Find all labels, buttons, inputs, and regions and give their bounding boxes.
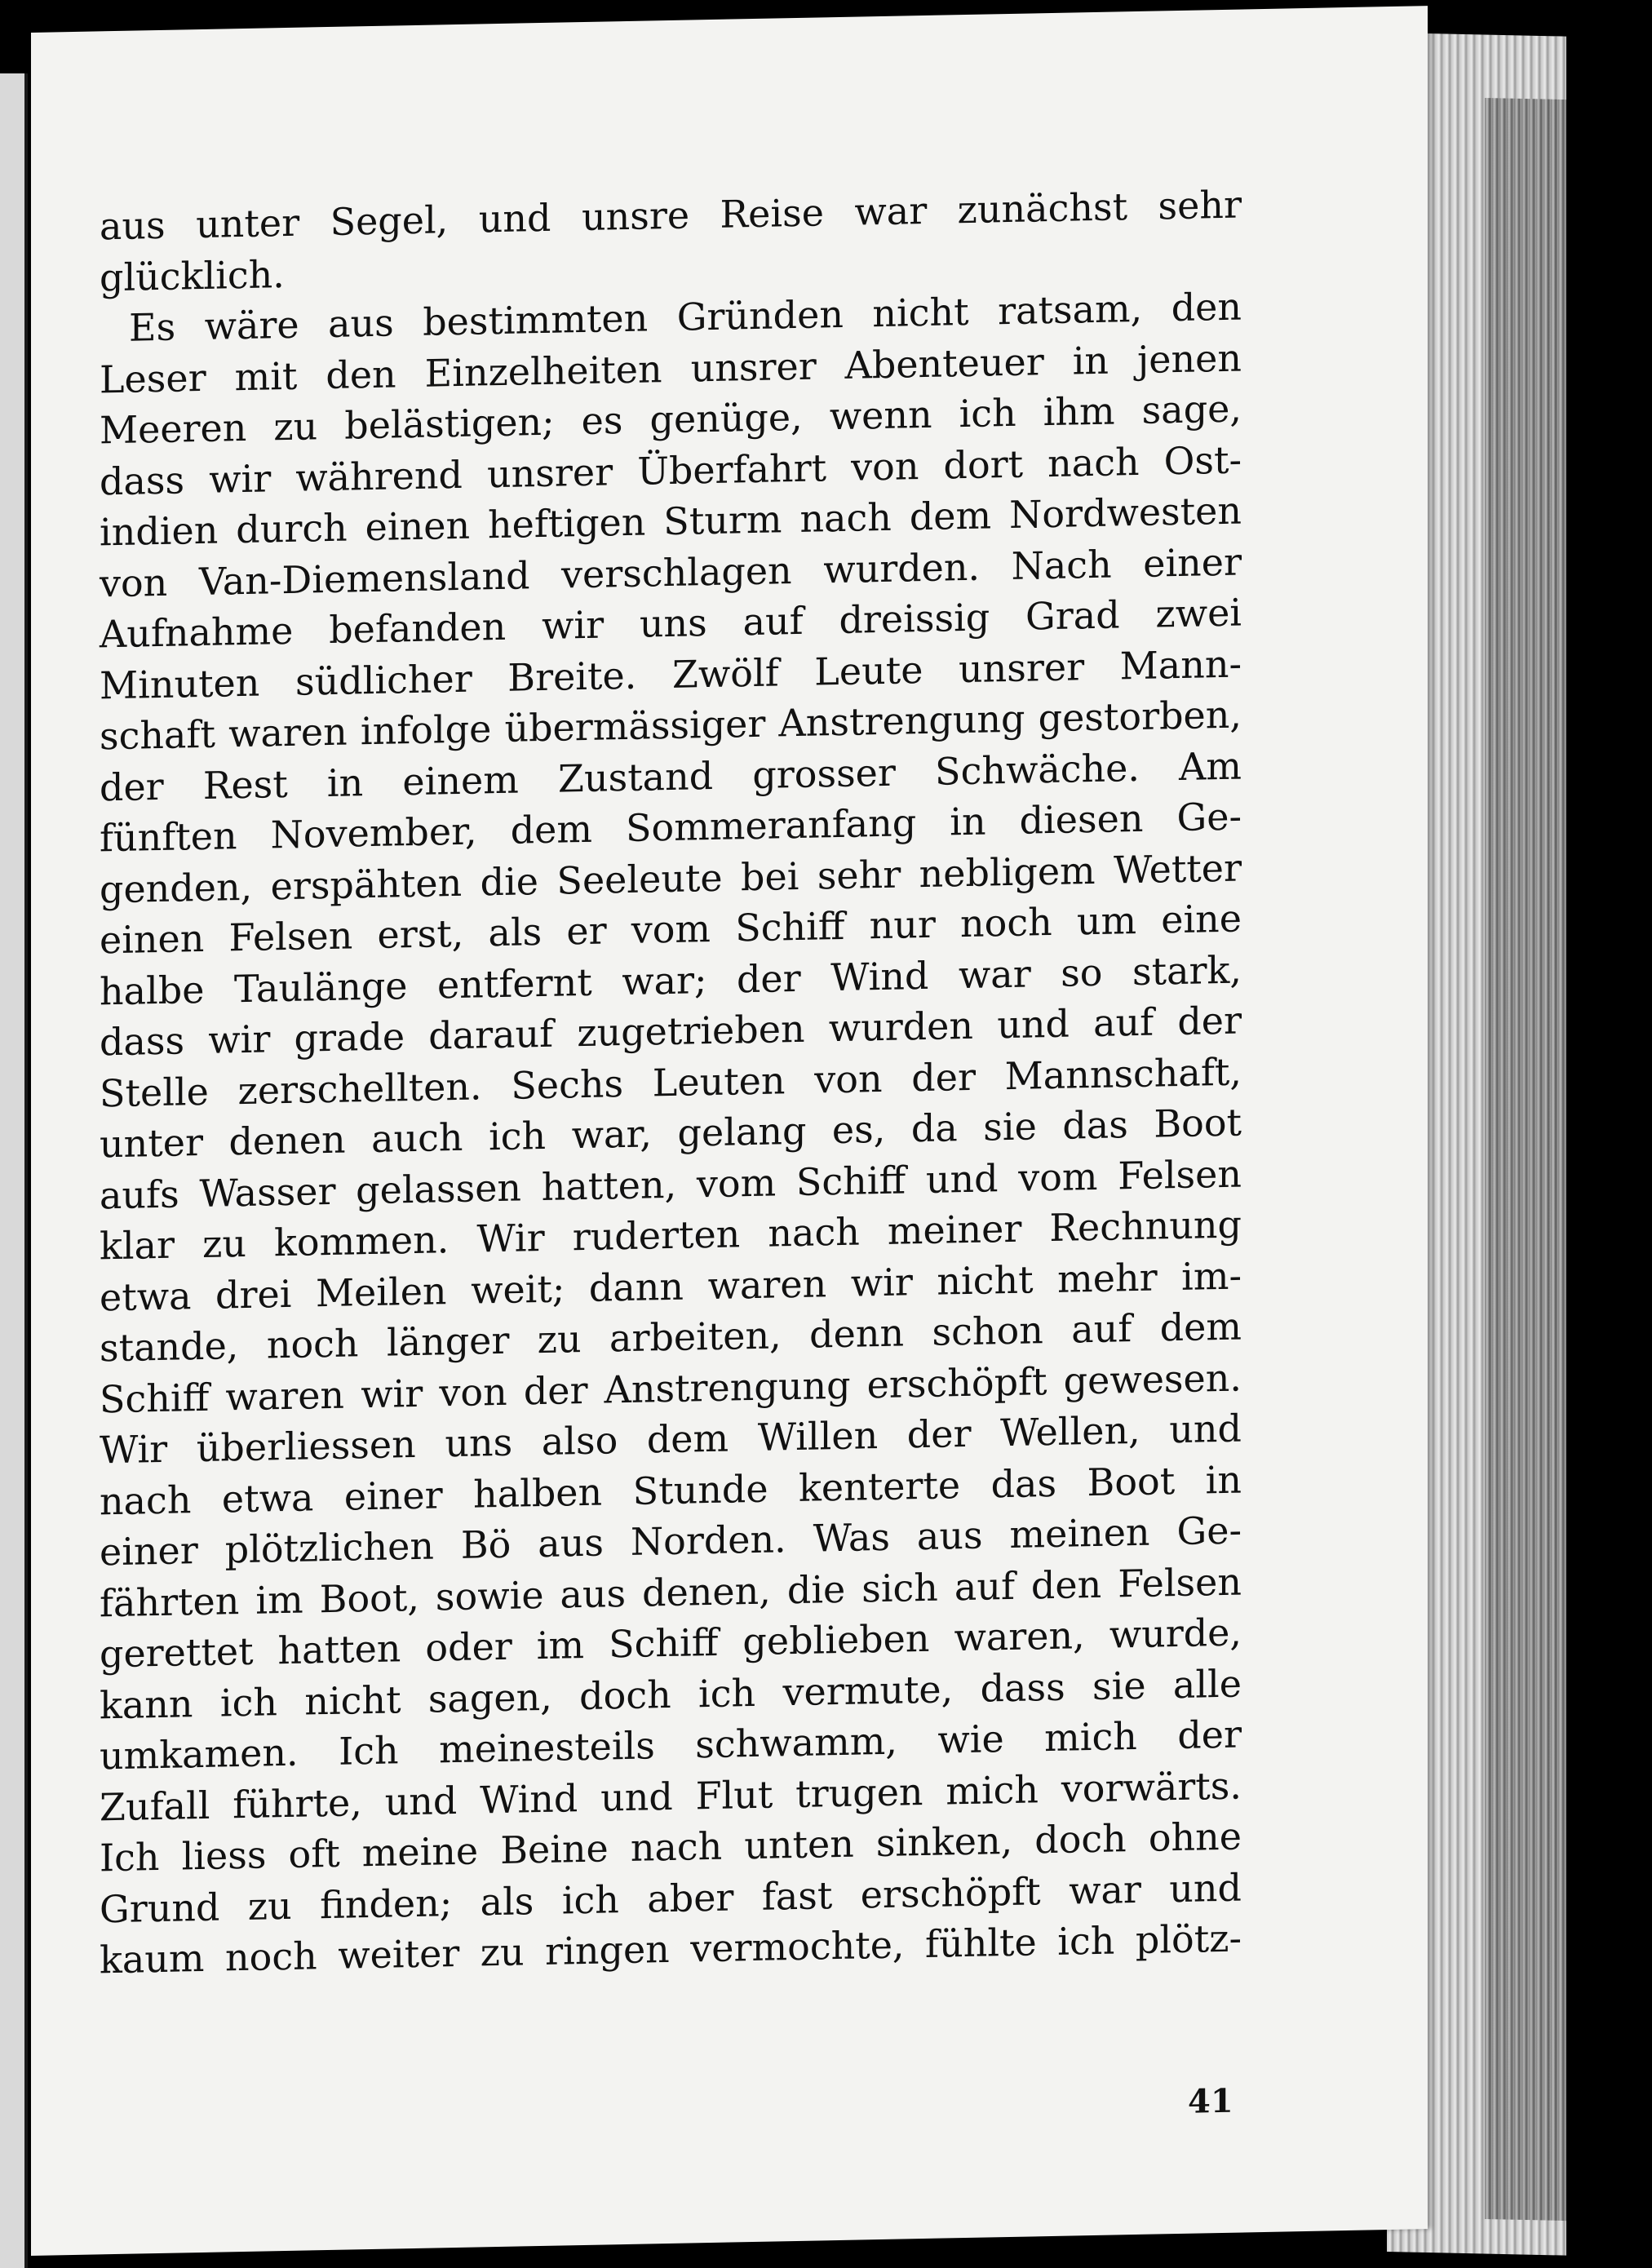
text-line: nach etwa einer halben Stunde kenterte das Boot in <box>100 1457 1242 1523</box>
text-line: Stelle zerschellten. Sechs Leuten von der Mannschaft, <box>100 1049 1242 1115</box>
page-number: 41 <box>1188 2081 1233 2121</box>
text-line: einen Felsen erst, als er vom Schiff nur noch um eine <box>100 896 1242 963</box>
text-line: Es wäre aus bestimmten Gründen nicht ratsam, den <box>129 284 1242 350</box>
text-line: fährten im Boot, sowie aus denen, die sich auf den Felsen <box>100 1559 1242 1625</box>
text-line: kann ich nicht sagen, doch ich vermute, dass sie alle <box>100 1661 1242 1727</box>
text-line: Meeren zu belästigen; es genüge, wenn ich ihm sage, <box>100 386 1242 453</box>
text-line: aus unter Segel, und unsre Reise war zunächst sehr <box>100 182 1242 249</box>
text-line: Wir überliessen uns also dem Willen der Wellen, und <box>100 1406 1242 1473</box>
text-line: Schiff waren wir von der Anstrengung erschöpft gewesen. <box>100 1355 1242 1421</box>
body-text <box>100 179 1242 1986</box>
text-line: glücklich. <box>100 251 285 299</box>
text-line: genden, erspähten die Seeleute bei sehr nebligem Wetter <box>100 845 1242 911</box>
text-line: einer plötzlichen Bö aus Norden. Was aus meinen Ge- <box>100 1508 1242 1575</box>
text-line: gerettet hatten oder im Schiff geblieben waren, wurde, <box>100 1610 1242 1677</box>
text-line: von Van-Diemensland verschlagen wurden. Nach einer <box>100 539 1242 605</box>
text-line: Minuten südlicher Breite. Zwölf Leute unsrer Mann- <box>100 641 1242 707</box>
text-line: Aufnahme befanden wir uns auf dreissig Grad zwei <box>100 590 1242 657</box>
text-line: kaum noch weiter zu ringen vermochte, fühlte ich plötz- <box>100 1916 1242 1982</box>
text-line: Zufall führte, und Wind und Flut trugen mich vorwärts. <box>100 1763 1242 1829</box>
text-line: halbe Taulänge entfernt war; der Wind war so stark, <box>100 947 1242 1013</box>
text-line: dass wir während unsrer Überfahrt von dort nach Ost- <box>100 437 1242 503</box>
text-line: der Rest in einem Zustand grosser Schwäche. Am <box>100 743 1242 809</box>
text-line: Leser mit den Einzelheiten unsrer Abenteuer in jenen <box>100 335 1242 401</box>
text-line: klar zu kommen. Wir ruderten nach meiner Rechnung <box>100 1202 1242 1269</box>
text-line: stande, noch länger zu arbeiten, denn schon auf dem <box>100 1304 1242 1371</box>
text-line: Ich liess oft meine Beine nach unten sinken, doch ohne <box>100 1814 1242 1880</box>
book-page <box>31 6 1428 2256</box>
text-line: aufs Wasser gelassen hatten, vom Schiff und vom Felsen <box>100 1151 1242 1217</box>
book-page-edges-shadow <box>1485 98 1566 2221</box>
left-page-edge <box>0 73 28 2268</box>
text-line: etwa drei Meilen weit; dann waren wir nicht mehr im- <box>100 1253 1242 1319</box>
text-line: dass wir grade darauf zugetrieben wurden und auf der <box>100 998 1242 1065</box>
text-line: indien durch einen heftigen Sturm nach dem Nordwesten <box>100 488 1242 555</box>
text-line: schaft waren infolge übermässiger Anstrengung gestorben, <box>100 692 1242 759</box>
text-line: Grund zu finden; als ich aber fast erschöpft war und <box>100 1865 1242 1931</box>
text-line: fünften November, dem Sommeranfang in diesen Ge- <box>100 794 1242 861</box>
text-line: unter denen auch ich war, gelang es, da sie das Boot <box>100 1100 1242 1167</box>
text-line: umkamen. Ich meinesteils schwamm, wie mich der <box>100 1712 1242 1779</box>
